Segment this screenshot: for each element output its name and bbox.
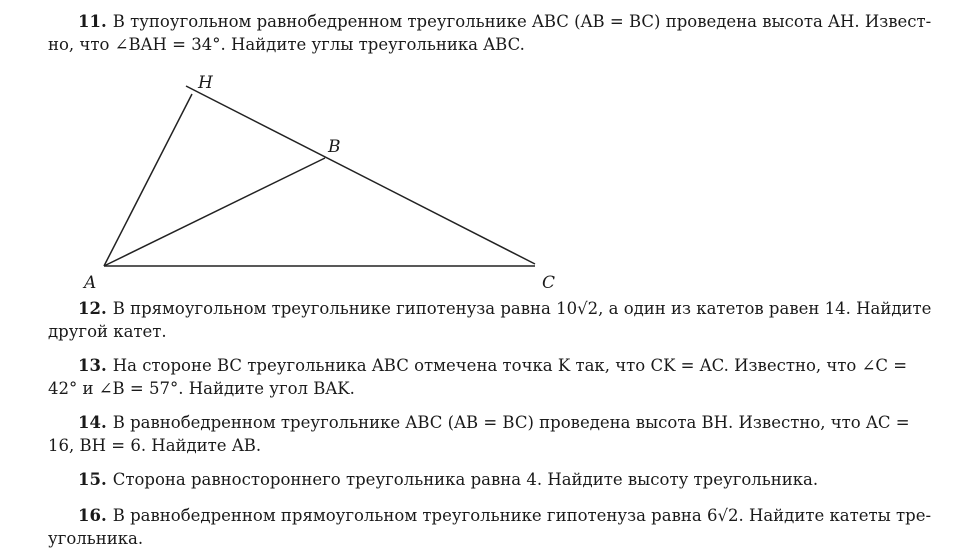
label-a: A bbox=[84, 273, 97, 293]
problem-13-text-1: На стороне BC треугольника ABC отмечена точка K так, что CK = AC. Известно, что ∠C = bbox=[112, 356, 908, 375]
label-b: B bbox=[328, 137, 341, 157]
problem-14-line-2: 16, BH = 6. Найдите AB. bbox=[48, 436, 262, 455]
problem-11-number: 11. bbox=[78, 12, 107, 31]
problem-12 bbox=[48, 297, 940, 343]
segment-ah bbox=[104, 94, 192, 266]
problem-11 bbox=[48, 10, 940, 56]
problem-12-line-1 bbox=[48, 297, 940, 320]
problem-14 bbox=[48, 411, 940, 457]
problem-11-line-1 bbox=[48, 10, 940, 33]
label-c: C bbox=[542, 273, 556, 293]
problem-12-line-2: другой катет. bbox=[48, 322, 167, 341]
label-h: H bbox=[198, 73, 213, 93]
problem-15-number: 15. bbox=[78, 470, 107, 489]
problem-16 bbox=[48, 504, 940, 550]
problem-14-number: 14. bbox=[78, 413, 107, 432]
problem-13-line-1 bbox=[48, 354, 940, 377]
triangle-diagram bbox=[70, 66, 590, 294]
problem-16-number: 16. bbox=[78, 506, 107, 525]
problem-14-line-1 bbox=[48, 411, 940, 434]
problem-16-line-1 bbox=[48, 504, 940, 527]
problem-13 bbox=[48, 354, 940, 400]
problem-12-text-1: В прямоугольном треугольнике гипотенуза равна 10√2, а один из катетов равен 14. Найдите bbox=[112, 299, 932, 318]
segment-ab bbox=[104, 158, 325, 266]
problem-15-text-1: Сторона равностороннего треугольника равна 4. Найдите высоту треугольника. bbox=[112, 470, 819, 489]
problem-13-line-2: 42° и ∠B = 57°. Найдите угол BAK. bbox=[48, 379, 355, 398]
problem-12-number: 12. bbox=[78, 299, 107, 318]
problem-15 bbox=[48, 468, 940, 491]
triangle-figure bbox=[70, 66, 590, 294]
problem-11-text-1: В тупоугольном равнобедренном треугольнике ABC (AB = BC) проведена высота AH. Извест- bbox=[112, 12, 932, 31]
problem-16-line-2: угольника. bbox=[48, 529, 144, 548]
problem-15-line-1 bbox=[48, 468, 940, 491]
problem-13-number: 13. bbox=[78, 356, 107, 375]
problem-11-line-2: но, что ∠BAH = 34°. Найдите углы треугольника ABC. bbox=[48, 35, 525, 54]
segment-ha-extension bbox=[186, 86, 535, 264]
problem-14-text-1: В равнобедренном треугольнике ABC (AB = BC) проведена высота BH. Известно, что AC = bbox=[112, 413, 910, 432]
problem-16-text-1: В равнобедренном прямоугольном треугольнике гипотенуза равна 6√2. Найдите катеты тре- bbox=[112, 506, 932, 525]
